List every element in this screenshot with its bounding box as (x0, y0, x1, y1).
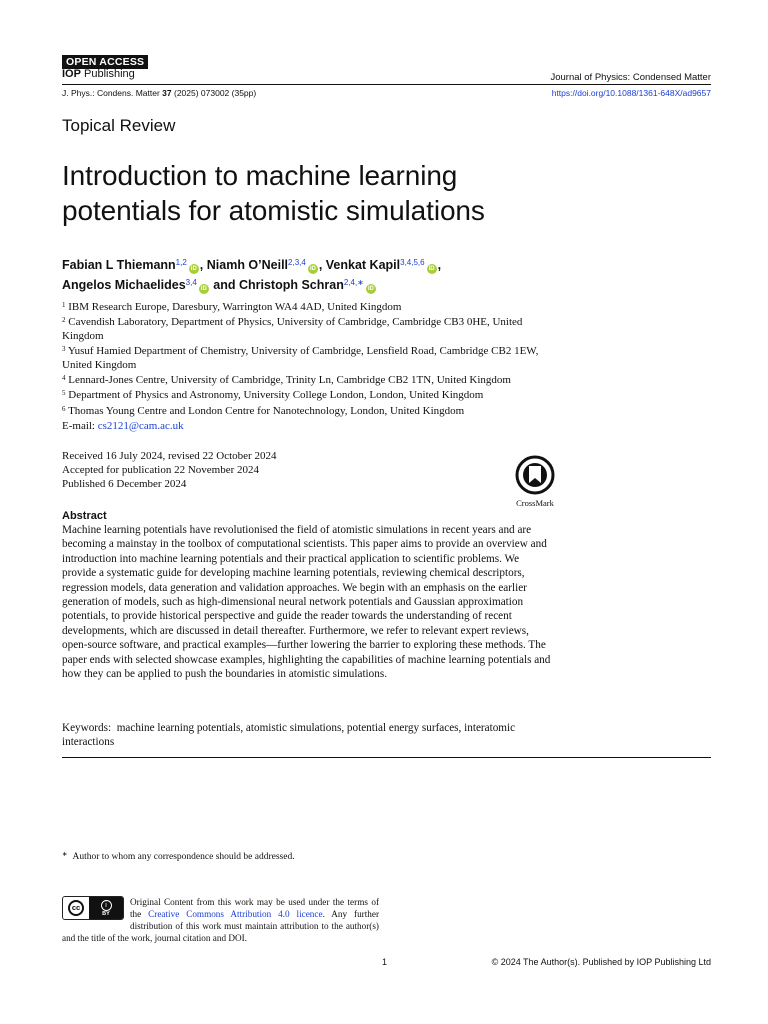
affiliation-list (62, 299, 557, 418)
email-link[interactable]: cs2121@cam.ac.uk (97, 420, 184, 432)
page-number: 1 (382, 957, 388, 967)
affiliation (62, 372, 557, 387)
license-text: Original Content from this work may be used under the terms of the (130, 897, 379, 919)
corresponding-footnote (62, 850, 295, 862)
affiliation (62, 387, 557, 402)
affiliation (62, 343, 557, 372)
title-line: potentials for atomistic simulations (62, 195, 485, 226)
orcid-icon[interactable]: iD (200, 286, 207, 292)
author-name: Niamh O’Neill (206, 258, 289, 272)
section-rule (62, 757, 711, 758)
affiliation-text: Thomas Young Centre and London Centre for Nanotechnology, London, United Kingdom (68, 404, 465, 417)
cc-icon-text: cc (68, 900, 84, 916)
by-badge (89, 897, 123, 919)
license-notice (62, 896, 379, 944)
author-name: Christoph Schran (238, 278, 344, 292)
author-separator: , (199, 258, 207, 272)
citation-details: (2025) 073002 (35pp) (171, 88, 257, 98)
publisher-bold: IOP (62, 68, 81, 80)
copyright: © 2024 The Author(s). Published by IOP Publishing Ltd (491, 957, 711, 967)
author-affil-ref[interactable]: 2,4,∗ (343, 278, 364, 287)
affiliation-number: 2 (62, 316, 66, 325)
paper-title (62, 158, 682, 228)
by-text: BY (102, 910, 110, 917)
orcid-icon[interactable]: iD (309, 266, 316, 272)
affiliation (62, 314, 557, 343)
author-name: Fabian L Thiemann (62, 258, 176, 272)
author-separator: , (437, 258, 442, 272)
cc-icon (63, 897, 89, 919)
orcid-icon[interactable]: iD (190, 266, 197, 272)
author-affil-ref[interactable]: 1,2 (175, 258, 187, 267)
citation-volume: 37 (162, 88, 172, 98)
author-affil-ref[interactable]: 3,4 (185, 278, 197, 287)
email-label: E-mail: (62, 420, 98, 432)
title-line: Introduction to machine learning (62, 160, 458, 191)
affiliation-number: 4 (62, 374, 66, 383)
affiliation-text: Lennard-Jones Centre, University of Cambridge, Trinity Ln, Cambridge CB2 1TN, United Kingdom (68, 374, 511, 387)
accepted-date: Accepted for publication 22 November 2024 (62, 464, 260, 476)
footnote-mark: ∗ (62, 851, 68, 858)
author-separator: and (209, 278, 239, 292)
affiliation-number: 1 (62, 301, 66, 309)
affiliation-text: Yusuf Hamied Department of Chemistry, University of Cambridge, Lensfield Road, Cambridge CB2 1EW, United Kingdom (62, 345, 539, 371)
keywords-text: machine learning potentials, atomistic simulations, potential energy surfaces, interatomic interactions (62, 722, 516, 749)
doi-link[interactable]: https://doi.org/10.1088/1361-648X/ad9657 (551, 88, 711, 98)
contact-email (62, 420, 184, 432)
keywords-label: Keywords: (62, 722, 117, 734)
publisher-logo (62, 68, 135, 81)
author-affil-ref[interactable]: 2,3,4 (288, 258, 306, 267)
affiliation-number: 5 (62, 389, 66, 398)
citation (62, 88, 256, 98)
journal-name: Journal of Physics: Condensed Matter (550, 72, 711, 83)
author-affil-ref[interactable]: 3,4,5,6 (400, 258, 425, 267)
orcid-icon[interactable]: iD (367, 286, 374, 292)
affiliation (62, 403, 557, 418)
section-type: Topical Review (62, 116, 176, 135)
published-date: Published 6 December 2024 (62, 478, 187, 490)
affiliation-text: Cavendish Laboratory, Department of Physics, University of Cambridge, Cambridge CB3 0HE, United Kingdom (62, 316, 523, 342)
author-separator: , (318, 258, 326, 272)
abstract-text: Machine learning potentials have revolutionised the field of atomistic simulations in recent years and are becoming a mainstay in the toolbox of computational scientists. This paper aims to provide an overview and introduction into machine learning potentials and their practical application to scientific problems. We provide a systematic guide for developing machine learning potentials, reviewing chemical descriptors, regression models, data generation and validation approaches. We begin with an emphasis on the earlier generation of models, such as high-dimensional neural network potentials and Gaussian approximation potentials, to provide historical perspective and guide the reader towards the understanding of recent developments, which are discussed in detail thereafter. Furthermore, we refer to relevant expert reviews, open-source software, and practical examples—further lowering the barrier to exploring these methods. The paper ends with selected showcase examples, highlighting the capabilities of machine learning potentials and how they can be applied to push the boundaries in atomistic simulations. (62, 524, 551, 681)
citation-journal: J. Phys.: Condens. Matter (62, 88, 163, 98)
license-link[interactable]: Creative Commons Attribution 4.0 licence (148, 909, 323, 919)
received-date: Received 16 July 2024, revised 22 October 2024 (62, 450, 277, 462)
publisher-rest: Publishing (80, 68, 135, 80)
author-name: Angelos Michaelides (62, 278, 186, 292)
affiliation-number: 6 (62, 404, 66, 413)
crossmark-label: CrossMark (516, 498, 554, 508)
affiliation-number: 3 (62, 345, 66, 354)
cc-by-logo[interactable] (62, 896, 124, 920)
open-access-badge: OPEN ACCESS (62, 55, 148, 69)
publication-dates (62, 449, 276, 491)
author-name: Venkat Kapil (325, 258, 401, 272)
affiliation-text: IBM Research Europe, Daresbury, Warrington WA4 4AD, United Kingdom (68, 301, 402, 313)
crossmark-icon (515, 455, 555, 495)
license-text: . Any further distribution of this work must maintain attribution to the author(s) and the title of the work, journal citation and DOI. (62, 909, 380, 943)
keywords (62, 721, 552, 750)
affiliation (62, 299, 557, 314)
author-list (62, 254, 682, 294)
attribution-icon: i (101, 900, 112, 911)
affiliation-text: Department of Physics and Astronomy, University College London, London, United Kingdom (68, 389, 484, 402)
orcid-icon[interactable]: iD (428, 266, 435, 272)
abstract-heading: Abstract (62, 510, 107, 522)
header-rule (62, 84, 711, 85)
crossmark-button[interactable] (510, 455, 560, 508)
footnote-text: Author to whom any correspondence should be addressed. (72, 852, 295, 862)
